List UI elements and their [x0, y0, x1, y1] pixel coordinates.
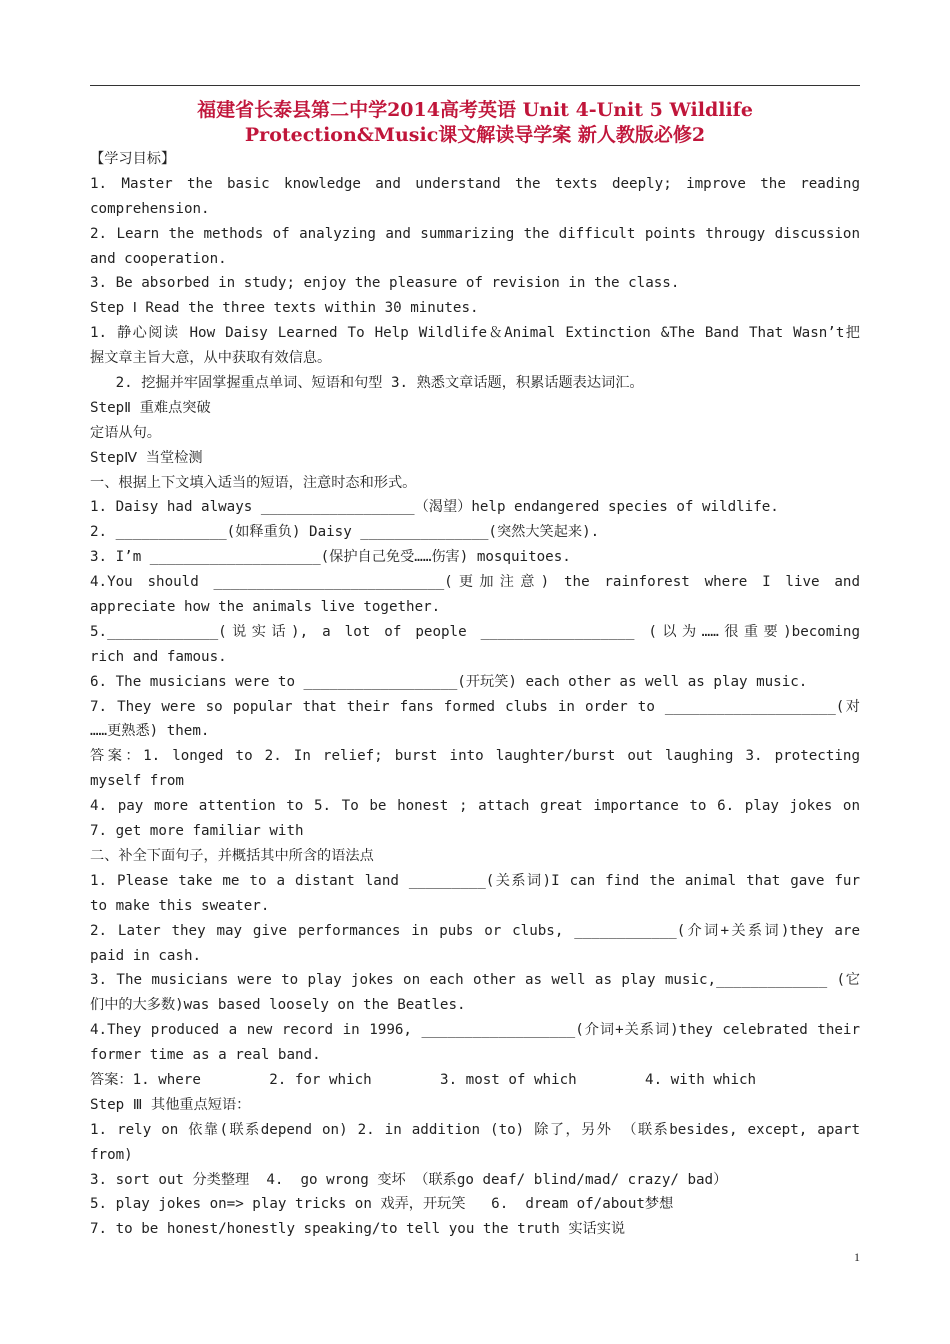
text-line: 5._____________(说实话), a lot of people __________________ (以为……很重要)becoming — [90, 623, 860, 640]
text-line: StepⅡ 重难点突破 — [90, 399, 211, 416]
text-line: 们中的大多数)was based loosely on the Beatles. — [90, 997, 466, 1014]
text-line: to make this sweater. — [90, 897, 270, 914]
text-line: ……更熟悉) them. — [90, 723, 210, 740]
text-line: 【学习目标】 — [90, 151, 176, 167]
text-line: 握文章主旨大意，从中获取有效信息。 — [90, 350, 332, 367]
text-line: 答案：1. longed to 2. In relief; burst into laughter/burst out laughing 3. protecting — [90, 748, 860, 765]
page-number: 1 — [854, 1250, 860, 1264]
text-line: 1. Master the basic knowledge and understand the texts deeply; improve the reading — [90, 175, 860, 192]
text-line: comprehension. — [90, 200, 210, 217]
text-line: 4.You should ___________________________(更加注意) the rainforest where I live and — [90, 574, 860, 591]
text-line: 3. sort out 分类整理 4. go wrong 变坏 （联系go deaf/ blind/mad/ crazy/ bad） — [90, 1171, 728, 1188]
text-line: 1. Please take me to a distant land _________(关系词)I can find the animal that gave fur — [90, 872, 860, 889]
text-line: rich and famous. — [90, 648, 227, 665]
text-line: 2. 挖掘并牢固掌握重点单词、短语和句型 3. 熟悉文章话题，积累话题表达词汇。 — [90, 375, 644, 392]
text-line: 4.They produced a new record in 1996, __________________(介词+关系词)they celebrated their — [90, 1022, 860, 1039]
text-line: 6. The musicians were to __________________(开玩笑) each other as well as play music. — [90, 673, 808, 690]
header-rule — [90, 85, 860, 86]
text-line: 4. pay more attention to 5. To be honest ; attach great importance to 6. play jokes on — [90, 798, 860, 815]
text-line: 2. Learn the methods of analyzing and summarizing the difficult points througy discussion — [90, 225, 860, 242]
text-line: 7. They were so popular that their fans formed clubs in order to ____________________(对 — [90, 698, 860, 715]
text-line: former time as a real band. — [90, 1047, 321, 1064]
text-line: and cooperation. — [90, 250, 227, 267]
text-line: 7. get more familiar with — [90, 823, 304, 840]
text-line: Step Ⅲ 其他重点短语： — [90, 1096, 251, 1113]
text-line: 2. Later they may give performances in pubs or clubs, ____________(介词+关系词)they are — [90, 922, 860, 939]
text-line: appreciate how the animals live together. — [90, 599, 441, 616]
text-line: 3. I’m ____________________(保护自己免受……伤害) mosquitoes. — [90, 549, 571, 566]
text-line: 1. Daisy had always __________________（渴望）help endangered species of wildlife. — [90, 499, 779, 516]
text-line: StepⅣ 当堂检测 — [90, 449, 203, 466]
text-line: 答案：1. where 2. for which 3. most of which 4. with which — [90, 1071, 757, 1088]
text-line: 5. play jokes on=> play tricks on 戏弄，开玩笑 6. dream of/about梦想 — [90, 1196, 674, 1213]
text-line: 3. The musicians were to play jokes on each other as well as play music,_____________ (它 — [90, 972, 860, 989]
text-line: 2. _____________(如释重负) Daisy _______________(突然大笑起来). — [90, 524, 600, 541]
text-line: 二、补全下面句子，并概括其中所含的语法点 — [90, 847, 374, 864]
text-line: Step Ⅰ Read the three texts within 30 minutes. — [90, 300, 479, 317]
text-line: 定语从句。 — [90, 424, 161, 441]
text-line: 1. rely on 依靠(联系depend on) 2. in addition (to) 除了，另外 （联系besides, except, apart — [90, 1121, 860, 1138]
text-line: 一、根据上下文填入适当的短语，注意时态和形式。 — [90, 474, 417, 491]
text-line: from) — [90, 1146, 133, 1163]
document-title-line-1: 福建省长泰县第二中学2014高考英语 Unit 4-Unit 5 Wildlife — [197, 99, 753, 121]
text-line: myself from — [90, 773, 184, 790]
document-body — [90, 147, 860, 1242]
text-line: 7. to be honest/honestly speaking/to tell you the truth 实话实说 — [90, 1221, 626, 1238]
text-line: 1. 静心阅读 How Daisy Learned To Help Wildlife＆Animal Extinction &The Band That Wasn’t把 — [90, 325, 860, 342]
text-line: 3. Be absorbed in study; enjoy the pleasure of revision in the class. — [90, 275, 680, 292]
text-line: paid in cash. — [90, 947, 202, 964]
document-title-line-2: Protection&Music课文解读导学案 新人教版必修2 — [244, 124, 706, 146]
